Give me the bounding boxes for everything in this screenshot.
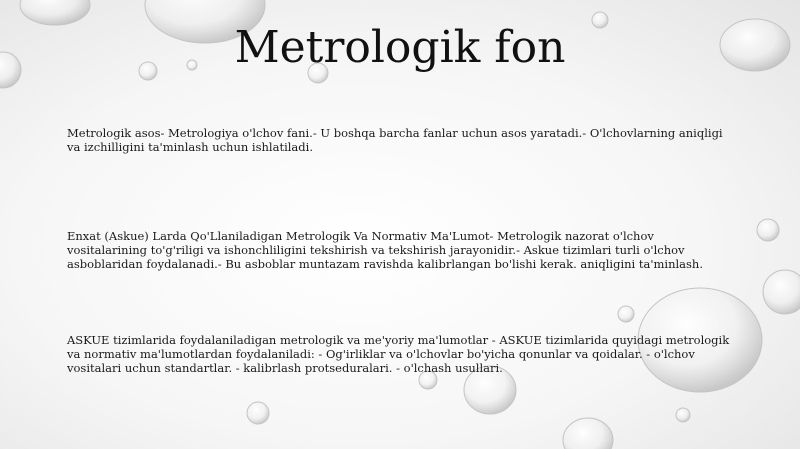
drop	[247, 402, 269, 424]
paragraph-metrological-basis: Metrologik asos- Metrologiya o'lchov fani.- U boshqa barcha fanlar uchun asos yaratadi.- O'lchovlarning aniqligi va izchilligini ta'minlash uchun ishlatiladi.	[67, 126, 723, 154]
drop	[763, 270, 800, 314]
drop	[757, 219, 779, 241]
drop	[563, 418, 613, 449]
drop	[618, 306, 634, 322]
paragraph-askue-metrological-info: Enxat (Askue) Larda Qo'Llaniladigan Metrologik Va Normativ Ma'Lumot- Metrologik nazorat o'lchov vositalarining to'g'riligi va ishonchliligini tekshirish va tekshirish jarayonidir.- Askue tizimlari turli o'lchov asboblaridan foydalanadi.- Bu asboblar muntazam ravishda kalibrlangan bo'lishi kerak. aniqligini ta'minlash.	[67, 229, 703, 271]
drop	[676, 408, 690, 422]
slide-title: Metrologik fon	[234, 22, 566, 73]
paragraph-askue-normative-data: ASKUE tizimlarida foydalaniladigan metrologik va me'yoriy ma'lumotlar - ASKUE tizimlarida quyidagi metrologik va normativ ma'lumotlardan foydalaniladi: - Og'irliklar va o'lchovlar bo'yicha qonunlar va qoidalar. - o'lchov vositalari uchun standartlar. - kalibrlash protseduralari. - o'lchash usullari.	[67, 333, 730, 375]
